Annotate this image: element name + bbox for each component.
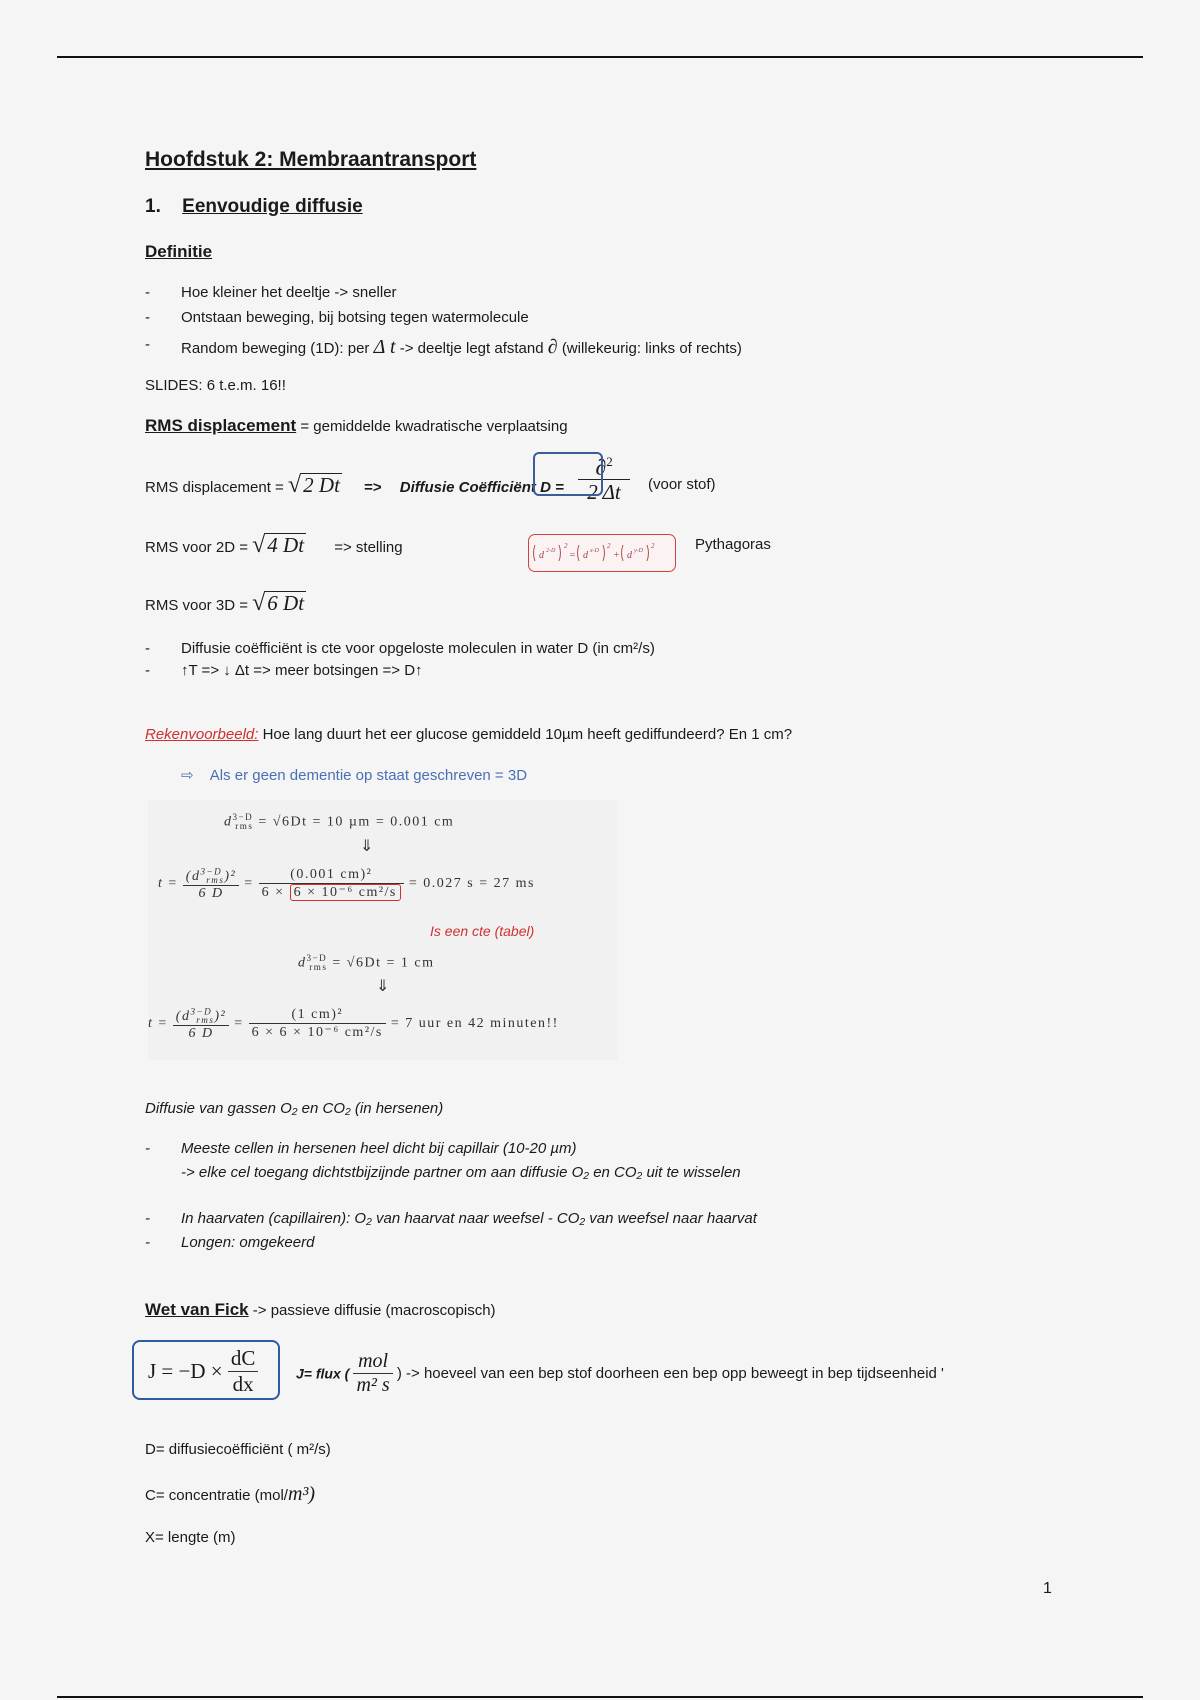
rms-formula-1: RMS displacement = √2 Dt => Diffusie Coëfficiënt D = [145, 472, 564, 498]
bottom-rule [57, 1696, 1143, 1698]
list-item: - Ontstaan beweging, bij botsing tegen watermolecule [145, 309, 529, 326]
slides-note: SLIDES: 6 t.e.m. 16!! [145, 377, 286, 394]
list-item: - ↑T => ↓ Δt => meer botsingen => D↑ [145, 662, 423, 679]
fick-formula: J = −D × $\frac{dC}{dx}$ [148, 1346, 258, 1397]
pythagoras-formula-box [528, 534, 676, 572]
rms-formula-2d: RMS voor 2D = √4 Dt => stelling [145, 532, 403, 558]
list-item: - Meeste cellen in hersenen heel dicht bij capillair (10-20 µm) [145, 1140, 577, 1157]
example-question: Rekenvoorbeeld: Hoe lang duurt het eer glucose gemiddeld 10µm heeft gediffundeerd? En 1 cm? [145, 726, 793, 743]
list-item: - Longen: omgekeerd [145, 1234, 315, 1251]
svg-text:y-D: y-D [634, 548, 643, 554]
cte-note: Is een cte (tabel) [430, 923, 535, 939]
calc-line-3: $d^{3-D}_{rms} = √6Dt = 1$ cm [298, 953, 435, 973]
fick-heading: Wet van Fick [145, 1300, 249, 1319]
example-hint: ⇨ Als er geen dementie op staat geschreven = 3D [181, 767, 528, 784]
voor-stof: (voor stof) [648, 476, 716, 493]
section-heading [145, 196, 363, 218]
section-number: 1. [145, 196, 161, 217]
page-number: 1 [1043, 1580, 1052, 1597]
svg-text:+: + [613, 550, 620, 561]
rms-heading: RMS displacement [145, 416, 297, 435]
definition-d: D= diffusiecoëfficiënt ( m²/s) [145, 1441, 331, 1458]
list-item: - Random beweging (1D): per Δ t -> deeltje legt afstand ∂ (willekeurig: links of rechts) [145, 336, 742, 358]
list-item: - In haarvaten (capillairen): O₂ van haarvat naar weefsel - CO₂ van weefsel naar haarvat [145, 1210, 757, 1227]
svg-text:d: d [539, 550, 544, 561]
svg-text:=: = [569, 550, 576, 561]
definitie-heading: Definitie [145, 242, 213, 261]
page-title: Hoofdstuk 2: Membraantransport [145, 148, 477, 171]
section-title: Eenvoudige diffusie [182, 196, 363, 217]
pythagoras-formula-image [529, 535, 675, 571]
svg-text:d: d [627, 550, 632, 561]
calc-line-2: t = $\frac{(d^{3-D}_{rms})^2}{6 D}$ = $\frac{\text{(0.001 cm)²}}{\text{6 × 6 × 10⁻⁶ cm²/s}}$ = 0.027 s = 27 ms [158, 866, 535, 902]
list-item-continuation: -> elke cel toegang dichtstbijzijnde partner om aan diffusie O₂ en CO₂ uit te wisselen [181, 1164, 741, 1181]
pythagoras-label: Pythagoras [695, 536, 771, 553]
gases-heading: Diffusie van gassen O₂ en CO₂ (in hersenen) [145, 1100, 444, 1117]
svg-text:2: 2 [607, 542, 611, 550]
top-rule [57, 56, 1143, 58]
list-item: - Hoe kleiner het deeltje -> sneller [145, 284, 397, 301]
down-arrow-icon: ⇓ [360, 838, 375, 855]
svg-text:2-D: 2-D [546, 548, 556, 554]
calc-line-1: $d^{3-D}_{rms} = √6Dt = 10$ µm = 0.001 cm [224, 812, 455, 832]
list-item: - Diffusie coëfficiënt is cte voor opgeloste moleculen in water D (in cm²/s) [145, 640, 655, 657]
calc-line-4: t = $\frac{(d^{3-D}_{rms})^2}{6 D}$ = $\frac{\text{(1 cm)²}}{\text{6 × 6 × 10⁻⁶ cm²/s}}$ = 7 uur en 42 minuten!! [148, 1006, 559, 1042]
svg-text:d: d [583, 550, 588, 561]
example-label: Rekenvoorbeeld: [145, 726, 259, 743]
rms-definition: = gemiddelde kwadratische verplaatsing [300, 418, 568, 435]
rms-heading-line [145, 416, 568, 436]
rms-formula-3d: RMS voor 3D = √6 Dt [145, 590, 305, 616]
svg-text:x-D: x-D [590, 548, 599, 554]
definition-x: X= lengte (m) [145, 1529, 236, 1546]
fick-heading-line: Wet van Fick -> passieve diffusie (macroscopisch) [145, 1300, 496, 1319]
diffusion-fraction: ∂$^2$ 2 Δt [578, 450, 630, 504]
svg-text:2: 2 [651, 542, 655, 550]
fick-flux-line: J= flux ( $\frac{\text{mol}}{\text{m² s}}$ ) -> hoeveel van een bep stof doorheen een bep opp beweegt in bep tijdseenheid ' [296, 1350, 944, 1396]
arrow-icon: ⇨ [181, 767, 194, 784]
svg-text:2: 2 [564, 542, 568, 550]
down-arrow-icon: ⇓ [376, 978, 391, 995]
highlight-box [533, 452, 603, 496]
definition-c: C= concentratie (mol/m³) [145, 1483, 316, 1505]
